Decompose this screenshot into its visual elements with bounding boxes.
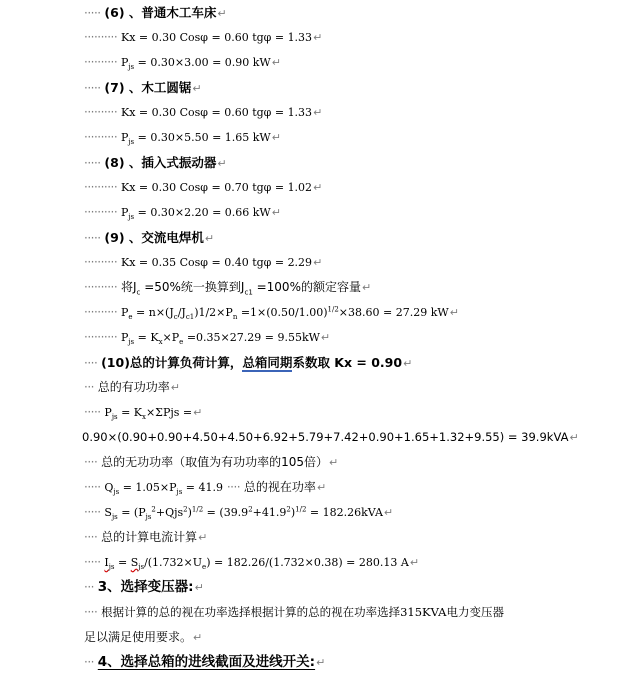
formula-line: ·········· $P_{js} = 0.30\times 5.50 = 1.65$ kW↵ [84, 130, 281, 147]
paragraph-mark-icon: ↵ [271, 56, 281, 69]
coefficients: Kx = 0.30 Cosφ = 0.60 tgφ = 1.33 [120, 106, 313, 119]
heading-item-6 [0, 0, 630, 25]
formula-line: ·········· Kx = 0.30 Cosφ = 0.60 tgφ = 1.33↵ [84, 105, 323, 119]
paragraph-mark-icon: ↵ [313, 106, 323, 119]
heading-text: (8) 、插入式振动器 [104, 155, 217, 170]
indent-marks: ····· [84, 6, 101, 20]
paragraph-mark-icon: ↵ [361, 281, 372, 294]
heading-text: (9) 、交流电焊机 [104, 230, 204, 245]
paragraph-mark-icon: ↵ [313, 31, 323, 44]
paragraph-mark-icon: ↵ [320, 331, 331, 344]
current-calc-label: 总的计算电流计算 [101, 530, 198, 544]
apparent-power-label: 总的视在功率 [243, 480, 316, 494]
total-pjs-calculation: 0.90×(0.90+0.90+4.50+4.50+6.92+5.79+7.42+0.90+1.65+1.32+9.55) = 39.9kVA [82, 430, 569, 444]
heading-item-7: ····· (7) 、木工圆锯↵ [84, 80, 202, 95]
formula-line [0, 425, 630, 450]
heading-text: (6) 、普通木工车床 [104, 5, 217, 20]
transformer-paragraph-line-2: 足以满足使用要求。 [84, 630, 193, 644]
heading-text: 3、选择变压器: [97, 579, 194, 595]
sjs-formula: $S_{js} = (P_{js}^2+Qjs^2)^{1/2} = (39.9^2+41.9^2)^{1/2} = 182.26kVA$ [104, 505, 383, 522]
heading-text: (10)总的计算负荷计算，总箱同期系数取 Kx = 0.90 [101, 355, 403, 370]
paragraph-mark-icon: ↵ [409, 556, 420, 569]
paragraph-mark-icon: ↵ [403, 357, 413, 370]
paragraph-mark-icon: ↵ [449, 306, 459, 319]
coefficients: Kx = 0.35 Cosφ = 0.40 tgφ = 2.29 [120, 256, 313, 269]
formula-line: ····· $Q_{js} = 1.05\times P_{js} = 41.9$ ···· 总的视在功率↵ [84, 480, 327, 497]
formula-line: ·········· Kx = 0.30 Cosφ = 0.60 tgφ = 1.33↵ [84, 30, 323, 44]
text-line: ·········· 将$J_c =50\%$统一换算到$J_{c1} =100\%$的额定容量↵ [84, 280, 372, 297]
paragraph-mark-icon: ↵ [313, 181, 323, 194]
qjs-formula: $Q_{js} = 1.05\times P_{js} = 41.9$ [104, 481, 223, 497]
paragraph-mark-icon: ↵ [170, 381, 181, 394]
pjs-formula: $P_{js} = 0.30\times 5.50 = 1.65$ kW [120, 131, 271, 147]
paragraph-mark-icon: ↵ [194, 581, 204, 594]
formula-line: ·········· $P_e = n\times(J_c/J_{c1})1/2\times P_n =1\times(0.50/1.00)^{1/2}\times 38.60 = 27.29$ kW↵ [84, 305, 459, 322]
heading-item-8: ····· (8) 、插入式振动器↵ [84, 155, 227, 170]
formula-line: ·········· Kx = 0.35 Cosφ = 0.40 tgφ = 2.29↵ [84, 255, 323, 269]
pjs-formula: $P_{js} = 0.30\times 3.00 = 0.90$ kW [120, 56, 271, 72]
text-line: ···· 根据计算的总的视在功率选择根据计算的总的视在功率选择315KVA电力变压器 [84, 605, 504, 619]
total-pjs-formula: $P_{js} = K_x\times\Sigma Pjs$ = [104, 406, 193, 422]
pjs-formula: $P_{js} = K_x\times P_e =0.35\times 27.29 = 9.55kW$ [120, 331, 320, 347]
paragraph-mark-icon: ↵ [383, 506, 394, 519]
formula-line: ·········· Kx = 0.30 Cosφ = 0.70 tgφ = 1.02↵ [84, 180, 323, 194]
text-line: ···· 总的无功功率（取值为有功功率的105倍）↵ [84, 455, 339, 469]
transformer-paragraph-line-1: 根据计算的总的视在功率选择根据计算的总的视在功率选择315KVA电力变压器 [101, 605, 504, 619]
paragraph-mark-icon: ↵ [569, 431, 579, 444]
formula-line: ·········· $P_{js} = 0.30\times 2.20 = 0.66$ kW↵ [84, 205, 281, 222]
heading-text: (7) 、木工圆锯 [104, 80, 192, 95]
formula-line: ····· $S_{js} = (P_{js}^2+Qjs^2)^{1/2} = (39.9^2+41.9^2)^{1/2}$ = 182.26kVA↵ [84, 505, 394, 522]
formula-line: ·········· $P_{js} = 0.30\times 3.00 = 0.90$ kW↵ [84, 55, 281, 72]
paragraph-mark-icon: ↵ [193, 406, 203, 419]
heading-item-10: ···· (10)总的计算负荷计算，总箱同期系数取 Kx = 0.90↵ [84, 355, 413, 370]
text-line: ···· 总的计算电流计算↵ [84, 530, 208, 544]
paragraph-mark-icon: ↵ [193, 631, 203, 644]
ijs-formula: $I_{js} = S_{js}/(1.732\times U_e) = 182.26/(1.732\times 0.38) = 280.13$ A [104, 556, 409, 572]
paragraph-mark-icon: ↵ [192, 82, 202, 95]
text-line [0, 625, 630, 650]
paragraph-mark-icon: ↵ [217, 7, 227, 20]
conversion-note: 将$J_c =50\%$统一换算到$J_{c1} =100\%$的额定容量 [120, 280, 361, 297]
coefficients: Kx = 0.30 Cosφ = 0.60 tgφ = 1.33 [120, 31, 313, 44]
paragraph-mark-icon: ↵ [271, 206, 281, 219]
coefficients: Kx = 0.30 Cosφ = 0.70 tgφ = 1.02 [120, 181, 313, 194]
paragraph-mark-icon: ↵ [217, 157, 227, 170]
formula-line: ····· $I_{js} = S_{js}/(1.732\times U_e) = 182.26/(1.732\times 0.38) = 280.13$ A↵ [84, 555, 420, 572]
paragraph-mark-icon: ↵ [204, 232, 215, 245]
pjs-formula: $P_{js} = 0.30\times 2.20 = 0.66$ kW [120, 206, 271, 222]
heading-text: 4、选择总箱的进线截面及进线开关: [97, 654, 316, 670]
formula-line: ·········· $P_{js} = K_x\times P_e =0.35\times 27.29$ = 9.55kW↵ [84, 330, 331, 347]
section-heading-3: ··· 3、选择变压器:↵ [84, 579, 204, 595]
text-line: ··· 总的有功功率↵ [84, 380, 181, 394]
pe-formula: $P_e = n\times(J_c/J_{c1})1/2\times P_n =1\times(0.50/1.00)^{1/2}\times 38.60 = 27.29$ kW [120, 305, 449, 322]
paragraph-mark-icon: ↵ [329, 456, 339, 469]
reactive-power-label: 总的无功功率（取值为有功功率的105倍） [101, 455, 328, 469]
section-heading-4: ··· 4、选择总箱的进线截面及进线开关:↵ [84, 654, 326, 670]
paragraph-mark-icon: ↵ [313, 256, 323, 269]
formula-line: ····· $P_{js} = K_x\times\Sigma Pjs$ =↵ [84, 405, 203, 422]
paragraph-mark-icon: ↵ [271, 131, 281, 144]
paragraph-mark-icon: ↵ [316, 656, 326, 669]
paragraph-mark-icon: ↵ [316, 481, 327, 494]
heading-item-9: ····· (9) 、交流电焊机↵ [84, 230, 215, 245]
paragraph-mark-icon: ↵ [198, 531, 208, 544]
active-power-label: 总的有功功率 [97, 380, 170, 394]
